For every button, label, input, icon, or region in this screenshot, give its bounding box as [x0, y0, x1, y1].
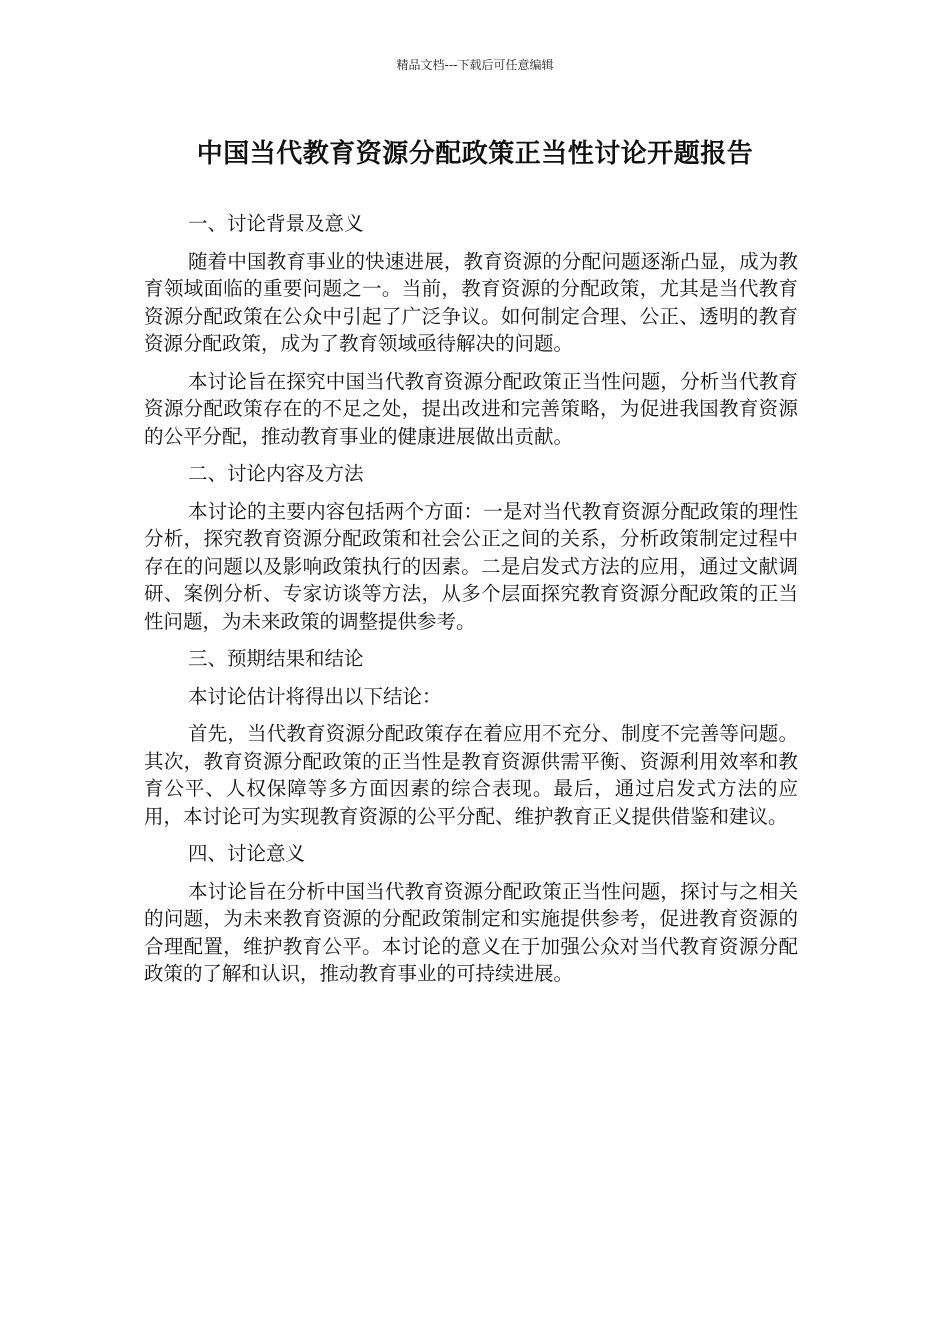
paragraph: 随着中国教育事业的快速进展，教育资源的分配问题逐渐凸显，成为教育领域面临的重要问题之一。当前，教育资源的分配政策，尤其是当代教育资源分配政策在公众中引起了广泛争议。如何制定合理、公正、透明的教育资源分配政策，成为了教育领域亟待解决的问题。 — [144, 249, 798, 355]
section-content-method — [144, 460, 798, 635]
section-heading: 四、讨论意义 — [188, 842, 306, 865]
paragraph: 本讨论旨在探究中国当代教育资源分配政策正当性问题，分析当代教育资源分配政策存在的不足之处，提出改进和完善策略，为促进我国教育资源的公平分配，推动教育事业的健康进展做出贡献。 — [144, 369, 798, 448]
header-note: 精品文档---下载后可任意编辑 — [396, 58, 554, 72]
paragraph: 本讨论旨在分析中国当代教育资源分配政策正当性问题，探讨与之相关的问题，为未来教育资源的分配政策制定和实施提供参考，促进教育资源的合理配置，维护教育公平。本讨论的意义在于加强公众对当代教育资源分配政策的了解和认识，推动教育事业的可持续进展。 — [144, 879, 798, 985]
section-significance — [144, 840, 798, 988]
section-heading: 二、讨论内容及方法 — [188, 462, 364, 485]
section-background — [144, 210, 798, 450]
paragraph: 本讨论估计将得出以下结论： — [188, 684, 442, 708]
section-heading: 三、预期结果和结论 — [188, 647, 364, 670]
document-body — [144, 210, 798, 998]
document-title: 中国当代教育资源分配政策正当性讨论开题报告 — [196, 139, 754, 169]
section-heading: 一、讨论背景及意义 — [188, 212, 364, 235]
paragraph: 首先，当代教育资源分配政策存在着应用不充分、制度不完善等问题。其次，教育资源分配政策的正当性是教育资源供需平衡、资源利用效率和教育公平、人权保障等多方面因素的综合表现。最后，通过启发式方法的应用，本讨论可为实现教育资源的公平分配、维护教育正义提供借鉴和建议。 — [144, 722, 798, 828]
section-expected-results — [144, 645, 798, 830]
paragraph: 本讨论的主要内容包括两个方面：一是对当代教育资源分配政策的理性分析，探究教育资源分配政策和社会公正之间的关系，分析政策制定过程中存在的问题以及影响政策执行的因素。二是启发式方法的应用，通过文献调研、案例分析、专家访谈等方法，从多个层面探究教育资源分配政策的正当性问题，为未来政策的调整提供参考。 — [144, 499, 798, 633]
